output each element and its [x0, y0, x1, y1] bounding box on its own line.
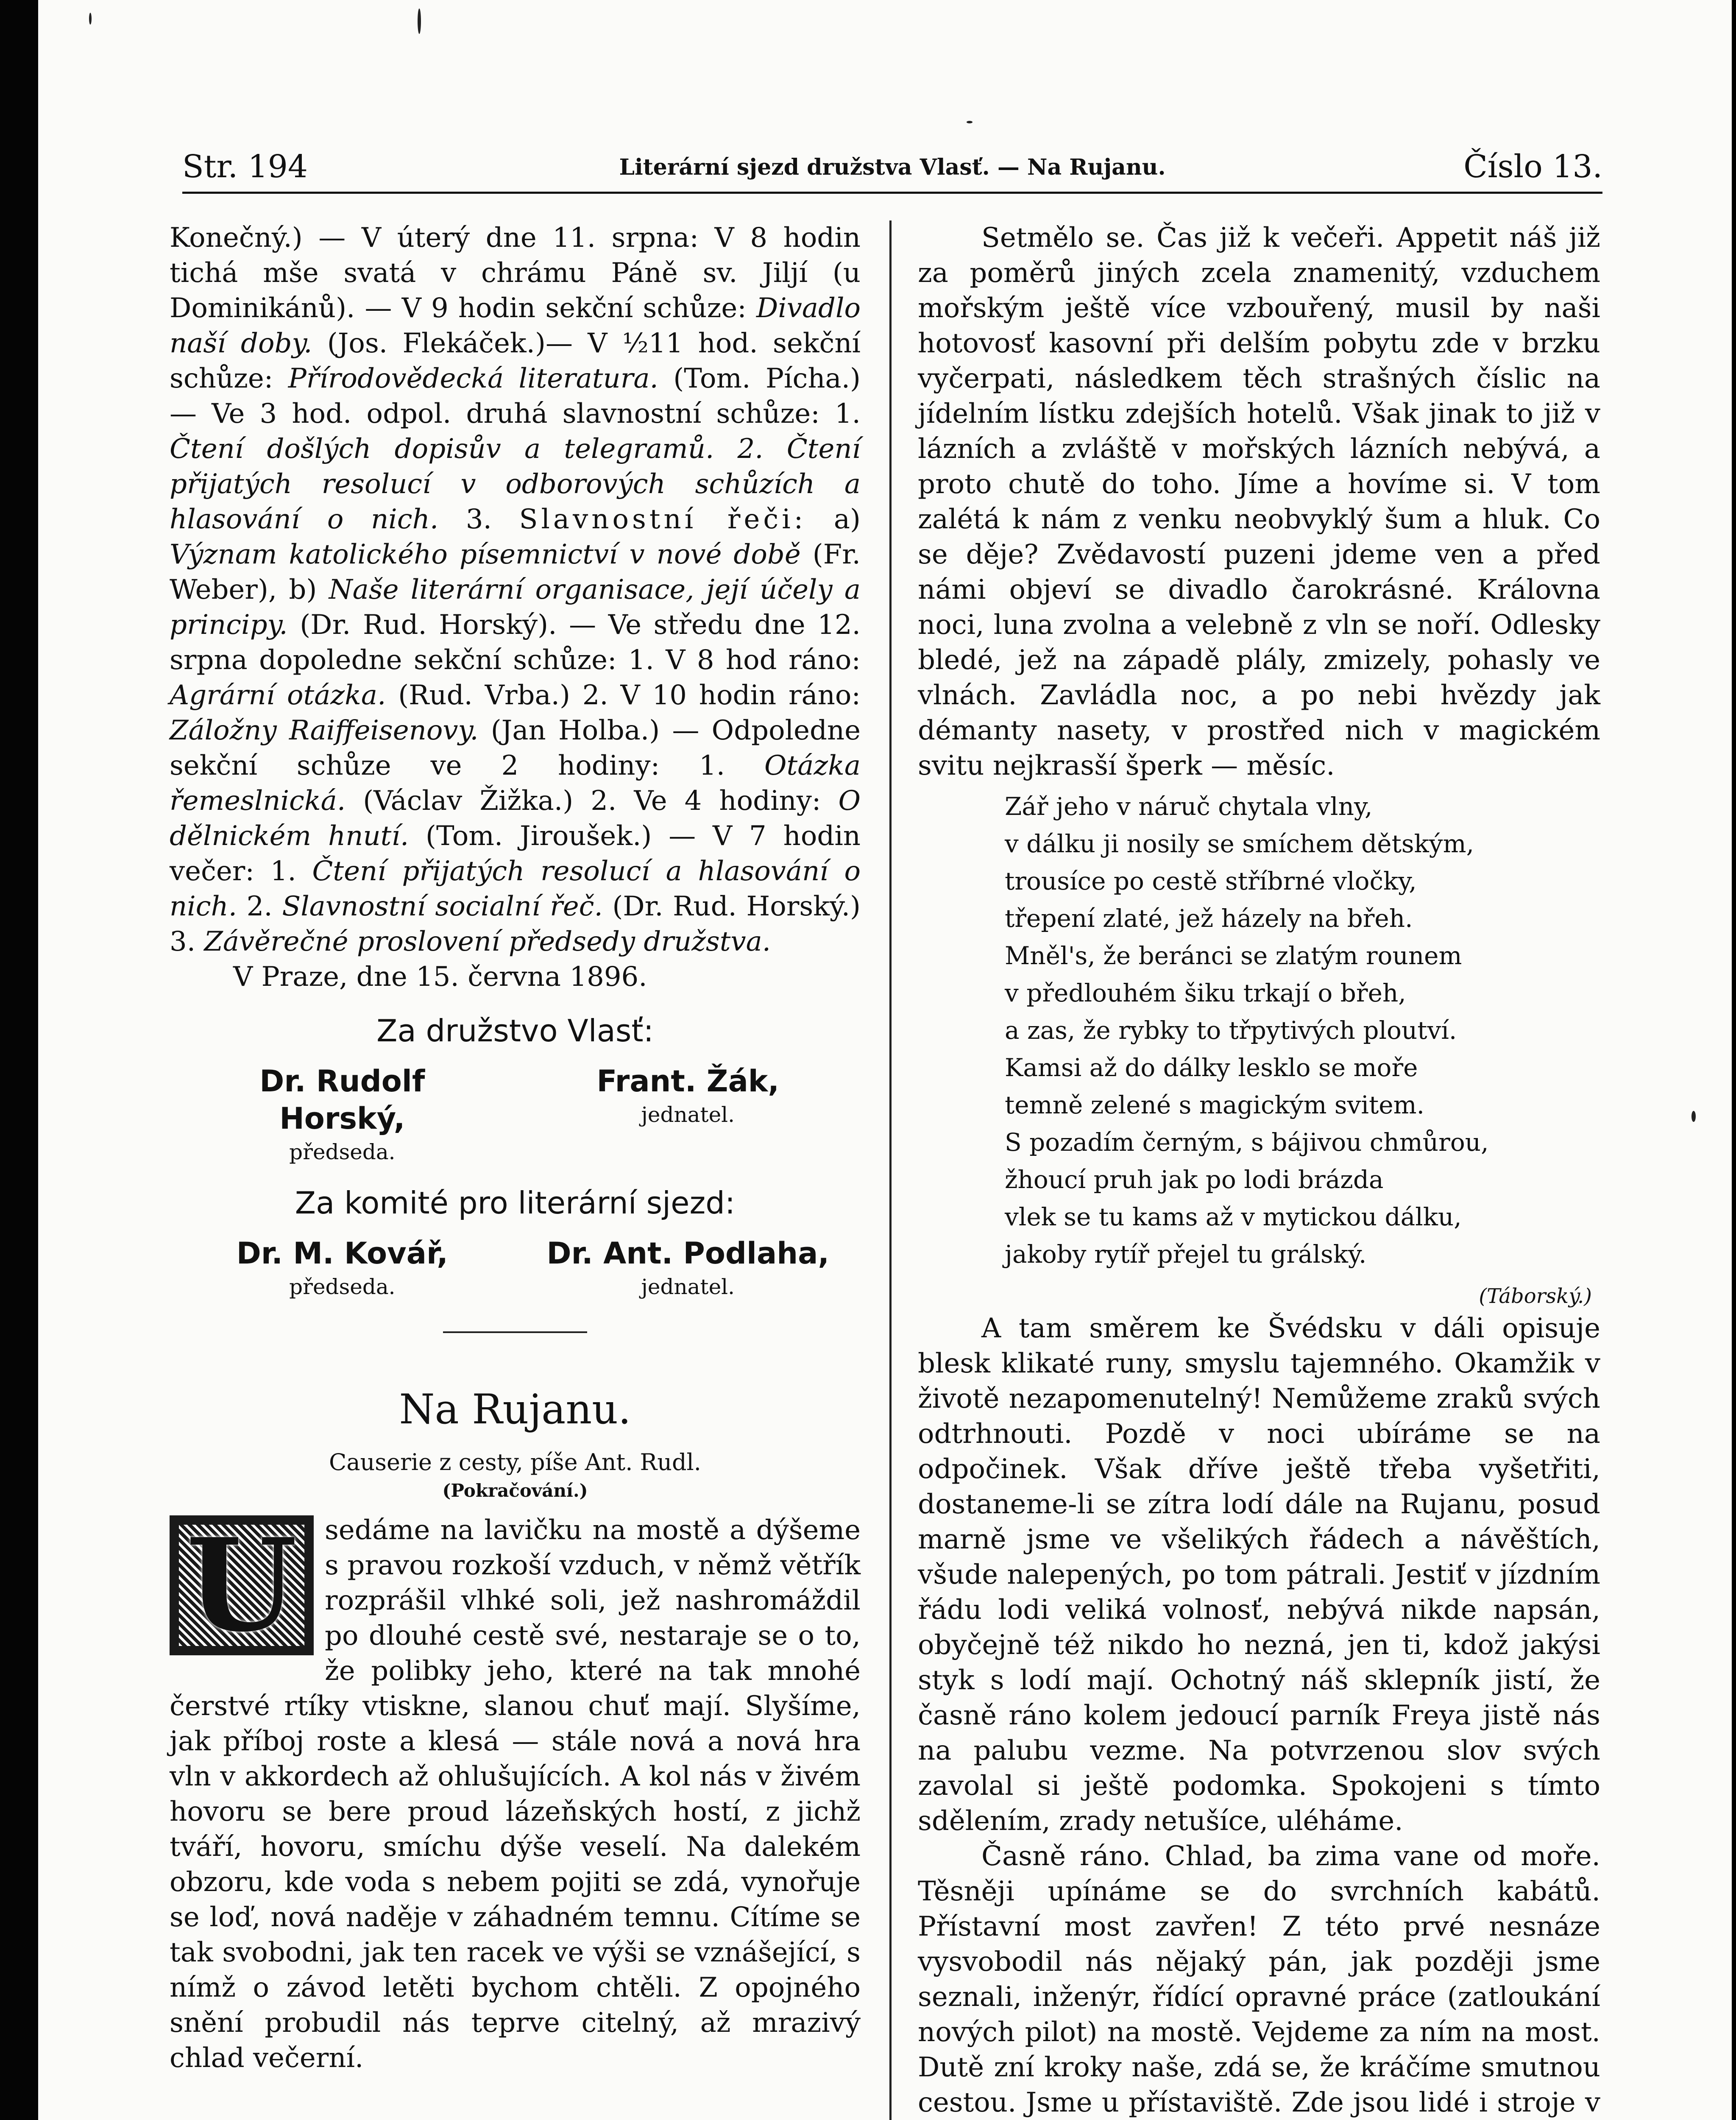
scan-speck: [89, 13, 92, 25]
initial-letter: U: [186, 1515, 297, 1655]
scan-border: [0, 0, 38, 2120]
poem-line: Mněl's, že beránci se zlatým rounem: [1005, 941, 1462, 970]
issue-number: Číslo 13.: [1463, 148, 1602, 185]
signatures: [170, 1012, 861, 1302]
signature-row: [170, 1235, 861, 1302]
signatory-role: jednatel.: [641, 1275, 735, 1299]
scan-speck: [418, 8, 421, 34]
poem-line: v předlouhém šiku trkají o břeh,: [1005, 979, 1406, 1007]
article-paragraph: Časně ráno. Chlad, ba zima vane od moře. Těsněji upínáme se do svrchních kabátů. Přístavní most zavřen! Z této prvé nesnáze vysvobodil nás nějaký pán, jak později jsme seznali, inženýr, řídící opravné práce (zatloukání nových pilot) na mostě. Vejdeme za ním na most. Dutě zní kroky naše, zdá se, že kráčíme smutnou cestou. Jsme u přístaviště. Zde jsou lidé i stroje v: [918, 1841, 1600, 2118]
poem-author: (Táborský.): [1479, 1284, 1592, 1308]
poem-line: Zář jeho v náruč chytala vlny,: [1005, 792, 1373, 821]
continuation-note: (Pokračování.): [442, 1480, 588, 1501]
signatory-name: Dr. Ant. Podlaha,: [546, 1236, 829, 1271]
poem-line: žhoucí pruh jak po lodi brázda: [1005, 1165, 1384, 1194]
signatory: [541, 1063, 835, 1167]
signatory-role: předseda.: [289, 1140, 396, 1164]
signatory: [195, 1235, 490, 1302]
column-divider: [889, 220, 892, 2120]
poem-line: třepení zlaté, jež házely na břeh.: [1005, 904, 1413, 933]
poem-line: vlek se tu kams až v mytickou dálku,: [1005, 1202, 1462, 1231]
poem-line: Kamsi až do dálky lesklo se moře: [1005, 1053, 1418, 1082]
scan-speck: [967, 121, 972, 123]
signature-heading: Za komité pro literární sjezd:: [295, 1185, 736, 1221]
signatory-name: Dr. M. Kovář,: [236, 1236, 448, 1271]
section-divider: [443, 1331, 587, 1333]
poem-line: a zas, že rybky to třpytivých ploutví.: [1005, 1016, 1457, 1045]
signatory: [541, 1235, 835, 1302]
signature-row: [170, 1063, 861, 1167]
poem-line: v dálku ji nosily se smíchem dětským,: [1005, 829, 1474, 858]
ornamental-initial: [170, 1515, 314, 1655]
poem-line: jakoby rytíř přejel tu grálský.: [1005, 1240, 1367, 1269]
signatory-name: Dr. Rudolf Horský,: [259, 1064, 425, 1136]
poem-line: S pozadím černým, s bájivou chmůrou,: [1005, 1128, 1489, 1157]
left-column: [170, 220, 861, 2076]
congress-programme: Konečný.) — V úterý dne 11. srpna: V 8 hodin tichá mše svatá v chrámu Páně sv. Jiljí (u Dominikánů). — V 9 hodin sekční schůze: Divadlo naší doby. (Jos. Flekáček.)— V ½11 hod. sekční schůze: Přírodovědecká literatura. (Tom. Pícha.) — Ve 3 hod. odpol. druhá slavnostní schůze: 1. Čtení došlých dopisův a telegramů. 2. Čtení přijatých resolucí v odborových schůzích a hlasování o nich. 3. Slavnostní řeči: a) Význam katolického písemnictví v nové době (Fr. Weber), b) Naše literární organisace, její účely a principy. (Dr. Rud. Horský). — Ve středu dne 12. srpna dopoledne sekční schůze: 1. V 8 hod ráno: Agrární otázka. (Rud. Vrba.) 2. V 10 hodin ráno: Záložny Raiffeisenovy. (Jan Holba.) — Odpoledne sekční schůze ve 2 hodiny: 1. Otázka řemeslnická. (Václav Žižka.) 2. Ve 4 hodiny: O dělnickém hnutí. (Tom. Jiroušek.) — V 7 hodin večer: 1. Čtení přijatých resolucí a hlasování o nich. 2. Slavnostní socialní řeč. (Dr. Rud. Horský.) 3. Závěrečné proslovení předsedy družstva.: [170, 222, 861, 957]
signature-heading: Za družstvo Vlasť:: [376, 1013, 654, 1049]
running-header: [182, 148, 1602, 195]
poem-line: temně zelené s magickým svitem.: [1005, 1091, 1425, 1119]
scan-speck: [1691, 1111, 1696, 1122]
right-column: [918, 220, 1600, 2120]
signatory-role: jednatel.: [641, 1102, 735, 1127]
signatory-name: Frant. Žák,: [596, 1064, 779, 1099]
header-title: Literární sjezd družstva Vlasť. — Na Rujanu.: [619, 154, 1166, 180]
date-line: V Praze, dne 15. června 1896.: [233, 961, 647, 993]
article-paragraph: A tam směrem ke Švédsku v dáli opisuje blesk klikaté runy, smyslu tajemného. Okamžik v životě nezapomenutelný! Nemůžeme zraků svých odtrhnouti. Pozdě v noci ubíráme se na odpočinek. Však dříve ještě třeba vyšetřiti, dostaneme-li se zítra lodí dále na Rujanu, posud marně jsme ve všelikých řádech a návěštích, všude nalepených, po tom pátrali. Jestiť v jízdním řádu lodi veliká volnosť, nebývá nikde napsán, obyčejně též nikdo ho nezná, jen ti, kdož jakýsi styk s lodí mají. Ochotný náš sklepník jistí, že časně ráno kolem jedoucí parník Freya jistě nás na palubu vezme. Na potvrzenou slov svých zavolal si ještě podomka. Spokojeni s tímto sdělením, zrady netušíce, uléháme.: [918, 1313, 1600, 1837]
article-subtitle: Causerie z cesty, píše Ant. Rudl.: [329, 1449, 701, 1476]
signatory-role: předseda.: [289, 1275, 396, 1299]
signatory: [195, 1063, 490, 1167]
page-number: Str. 194: [182, 148, 308, 185]
poem: [918, 788, 1600, 1273]
poem-line: trousíce po cestě stříbrné vločky,: [1005, 867, 1417, 895]
article-paragraph: Setmělo se. Čas již k večeři. Appetit náš již za poměrů jiných zcela znamenitý, vzduchem mořským ještě více vzbouřený, musil by naši hotovosť kasovní při delším pobytu zde v brzku vyčerpati, následkem těch strašných číslic na jídelním lístku zdejších hotelů. Však jinak to již v lázních a zvláště v mořských lázních nebývá, a proto chutě do toho. Jíme a hovíme si. V tom zalétá k nám z venku neobvyklý šum a hluk. Co se děje? Zvědavostí puzeni jdeme ven a před námi objeví se divadlo čarokrásné. Královna noci, luna zvolna a velebně z vln se noří. Odlesky bledé, jež na západě plály, zmizely, pohasly ve vlnách. Zavládla noc, a po nebi hvězdy jak démanty nasety, v prostřed nich v magickém svitu nejkrasší šperk — měsíc.: [918, 222, 1600, 781]
header-rule: [182, 192, 1602, 194]
article-paragraph: U sedáme na lavičku na mostě a dýšeme s pravou rozkoší vzduch, v němž větřík rozprášil vlhké soli, jež nashromáždil po dlouhé cestě své, nestaraje se o to, že polibky jeho, které na tak mnohé čerstvé rtíky vtiskne, slanou chuť mají. Slyšíme, jak příboj roste a klesá — stále nová a nová hra vln v akkordech až ohlušujících. A kol nás v živém hovoru se bere proud lázeňských hostí, z jichž tváří, hovoru, smíchu dýše veselí. Na dalekém obzoru, kde voda s nebem pojiti se zdá, vynořuje se loď, nová naděje v záhadném temnu. Cítíme se tak svobodni, jak ten racek ve výši se vznášející, s nímž o závod letěti bychom chtěli. Z opojného snění probudil nás teprve citelný, až mrazivý chlad večerní.: [170, 1515, 861, 2074]
article-title: Na Rujanu.: [399, 1386, 631, 1433]
